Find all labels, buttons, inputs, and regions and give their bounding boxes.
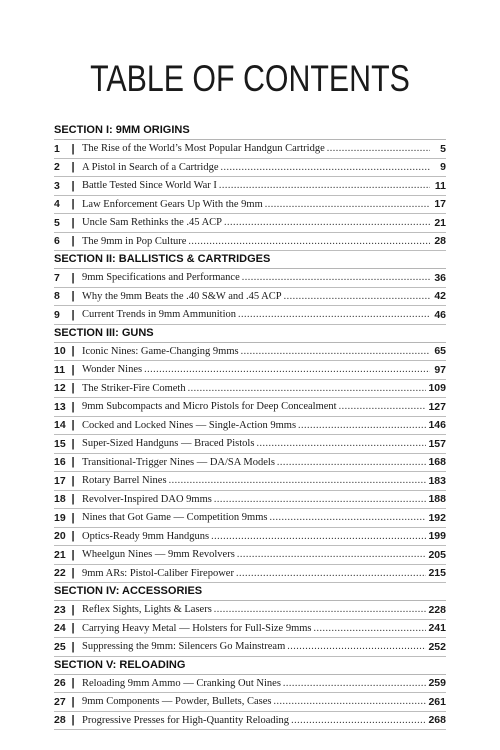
chapter-title: The 9mm in Pop Culture xyxy=(82,235,187,247)
page-number: 5 xyxy=(440,142,446,155)
chapter-title: Cocked and Locked Nines — Single-Action 9mms xyxy=(82,419,297,431)
chapter-title: Revolver-Inspired DAO 9mms xyxy=(82,493,212,505)
page-number: 17 xyxy=(434,198,446,211)
chapter-number: 28 xyxy=(54,714,66,727)
separator-bar: | xyxy=(71,695,75,708)
chapter-number: 13 xyxy=(54,400,66,413)
page-number: 21 xyxy=(434,216,446,229)
toc-entry[interactable] xyxy=(54,380,446,399)
separator-bar: | xyxy=(71,677,75,690)
toc-entry[interactable] xyxy=(54,159,446,178)
dot-leader xyxy=(339,401,427,412)
separator-bar: | xyxy=(71,179,75,192)
dot-leader xyxy=(277,457,427,468)
page-number: 65 xyxy=(434,345,446,358)
chapter-number: 19 xyxy=(54,511,66,524)
separator-bar: | xyxy=(71,530,75,543)
chapter-number: 8 xyxy=(54,290,60,303)
toc-entry[interactable] xyxy=(54,417,446,436)
separator-bar: | xyxy=(71,363,75,376)
toc-entry[interactable] xyxy=(54,140,446,159)
chapter-number: 26 xyxy=(54,677,66,690)
chapter-title: Transitional-Trigger Nines — DA/SA Models xyxy=(82,456,275,468)
chapter-number: 27 xyxy=(54,695,66,708)
dot-leader xyxy=(291,715,426,726)
toc-entry[interactable] xyxy=(54,693,446,712)
page-number: 261 xyxy=(428,695,446,708)
toc-entry[interactable] xyxy=(54,620,446,639)
toc-entry[interactable] xyxy=(54,214,446,233)
chapter-title: Progressive Presses for High-Quantity Reloading xyxy=(82,714,290,726)
dot-leader xyxy=(287,641,426,652)
chapter-title: Nines that Got Game — Competition 9mms xyxy=(82,512,268,524)
chapter-number: 21 xyxy=(54,548,66,561)
chapter-number: 11 xyxy=(54,363,66,376)
page-number: 42 xyxy=(434,290,446,303)
page-number: 205 xyxy=(428,548,446,561)
separator-bar: | xyxy=(71,271,75,284)
chapter-title: Reloading 9mm Ammo — Cranking Out Nines xyxy=(82,677,281,689)
chapter-title: Uncle Sam Rethinks the .45 ACP xyxy=(82,217,222,229)
chapter-number: 17 xyxy=(54,474,66,487)
section-heading: SECTION IV: ACCESSORIES xyxy=(54,583,446,601)
section-heading: SECTION V: RELOADING xyxy=(54,657,446,675)
page-number: 36 xyxy=(434,271,446,284)
chapter-title: Battle Tested Since World War I xyxy=(82,180,217,192)
page-number: 46 xyxy=(434,308,446,321)
toc-entry[interactable] xyxy=(54,509,446,528)
separator-bar: | xyxy=(71,419,75,432)
separator-bar: | xyxy=(71,714,75,727)
toc-entry[interactable] xyxy=(54,269,446,288)
separator-bar: | xyxy=(71,198,75,211)
separator-bar: | xyxy=(71,622,75,635)
toc-entry[interactable] xyxy=(54,601,446,620)
chapter-number: 7 xyxy=(54,271,60,284)
page-number: 268 xyxy=(428,714,446,727)
page-number: 157 xyxy=(428,437,446,450)
toc-entry[interactable] xyxy=(54,491,446,510)
dot-leader xyxy=(236,568,427,579)
page-number: 192 xyxy=(428,511,446,524)
chapter-number: 15 xyxy=(54,437,66,450)
toc-entry[interactable] xyxy=(54,343,446,362)
dot-leader xyxy=(169,475,427,486)
dot-leader xyxy=(298,420,426,431)
dot-leader xyxy=(238,309,430,320)
separator-bar: | xyxy=(71,400,75,413)
dot-leader xyxy=(214,604,427,615)
toc-entry[interactable] xyxy=(54,361,446,380)
chapter-title: Why the 9mm Beats the .40 S&W and .45 ACP xyxy=(82,290,282,302)
dot-leader xyxy=(214,494,427,505)
page-number: 188 xyxy=(428,493,446,506)
separator-bar: | xyxy=(71,493,75,506)
chapter-title: Wheelgun Nines — 9mm Revolvers xyxy=(82,549,235,561)
toc-list xyxy=(54,122,446,730)
dot-leader xyxy=(265,199,430,210)
toc-entry[interactable] xyxy=(54,546,446,565)
dot-leader xyxy=(188,383,427,394)
dot-leader xyxy=(237,549,427,560)
page-number: 11 xyxy=(434,179,446,192)
separator-bar: | xyxy=(71,640,75,653)
toc-entry[interactable] xyxy=(54,398,446,417)
dot-leader xyxy=(188,236,430,247)
toc-entry[interactable] xyxy=(54,288,446,307)
separator-bar: | xyxy=(71,511,75,524)
dot-leader xyxy=(256,438,426,449)
dot-leader xyxy=(273,696,426,707)
dot-leader xyxy=(284,291,430,302)
chapter-title: Iconic Nines: Game-Changing 9mms xyxy=(82,345,239,357)
chapter-title: Wonder Nines xyxy=(82,364,143,376)
chapter-number: 22 xyxy=(54,567,66,580)
chapter-title: Carrying Heavy Metal — Holsters for Full-Size 9mms xyxy=(82,622,312,634)
chapter-number: 25 xyxy=(54,640,66,653)
separator-bar: | xyxy=(71,161,75,174)
chapter-title: 9mm Subcompacts and Micro Pistols for Deep Concealment xyxy=(82,401,337,413)
chapter-title: Suppressing the 9mm: Silencers Go Mainstream xyxy=(82,641,286,653)
chapter-title: The Striker-Fire Cometh xyxy=(82,382,186,394)
chapter-title: A Pistol in Search of a Cartridge xyxy=(82,161,219,173)
page-number: 97 xyxy=(434,363,446,376)
dot-leader xyxy=(242,272,430,283)
page-number: 127 xyxy=(428,400,446,413)
chapter-title: 9mm Specifications and Performance xyxy=(82,272,240,284)
toc-entry[interactable] xyxy=(54,675,446,694)
dot-leader xyxy=(314,623,427,634)
chapter-title: Reflex Sights, Lights & Lasers xyxy=(82,604,212,616)
dot-leader xyxy=(220,162,430,173)
chapter-number: 24 xyxy=(54,622,66,635)
chapter-title: Rotary Barrel Nines xyxy=(82,475,167,487)
separator-bar: | xyxy=(71,345,75,358)
section-heading: SECTION I: 9MM ORIGINS xyxy=(54,122,446,140)
chapter-number: 23 xyxy=(54,603,66,616)
chapter-number: 10 xyxy=(54,345,66,358)
page-number: 9 xyxy=(440,161,446,174)
separator-bar: | xyxy=(71,142,75,155)
dot-leader xyxy=(327,143,430,154)
page-number: 183 xyxy=(428,474,446,487)
chapter-title: 9mm Components — Powder, Bullets, Cases xyxy=(82,696,272,708)
chapter-number: 4 xyxy=(54,198,60,211)
dot-leader xyxy=(241,346,430,357)
chapter-number: 16 xyxy=(54,456,66,469)
chapter-number: 9 xyxy=(54,308,60,321)
separator-bar: | xyxy=(71,308,75,321)
toc-entry[interactable] xyxy=(54,528,446,547)
toc-entry[interactable] xyxy=(54,196,446,215)
chapter-number: 20 xyxy=(54,530,66,543)
chapter-title: Law Enforcement Gears Up With the 9mm xyxy=(82,198,263,210)
separator-bar: | xyxy=(71,437,75,450)
toc-entry[interactable] xyxy=(54,712,446,731)
chapter-number: 1 xyxy=(54,142,60,155)
page-number: 199 xyxy=(428,530,446,543)
chapter-number: 3 xyxy=(54,179,60,192)
chapter-title: Optics-Ready 9mm Handguns xyxy=(82,530,210,542)
separator-bar: | xyxy=(71,382,75,395)
toc-entry[interactable] xyxy=(54,454,446,473)
toc-entry[interactable] xyxy=(54,435,446,454)
chapter-number: 12 xyxy=(54,382,66,395)
page-number: 259 xyxy=(428,677,446,690)
toc-entry[interactable] xyxy=(54,233,446,252)
page-number: 146 xyxy=(428,419,446,432)
separator-bar: | xyxy=(71,567,75,580)
chapter-number: 2 xyxy=(54,161,60,174)
separator-bar: | xyxy=(71,474,75,487)
page-title: TABLE OF CONTENTS xyxy=(90,58,410,99)
section-heading: SECTION II: BALLISTICS & CARTRIDGES xyxy=(54,251,446,269)
dot-leader xyxy=(283,678,427,689)
separator-bar: | xyxy=(71,456,75,469)
section-heading: SECTION III: GUNS xyxy=(54,325,446,343)
separator-bar: | xyxy=(71,548,75,561)
chapter-title: Current Trends in 9mm Ammunition xyxy=(82,309,237,321)
chapter-number: 6 xyxy=(54,235,60,248)
chapter-title: Super-Sized Handguns — Braced Pistols xyxy=(82,438,255,450)
chapter-number: 14 xyxy=(54,419,66,432)
toc-entry[interactable] xyxy=(54,565,446,584)
page-number: 252 xyxy=(428,640,446,653)
toc-entry[interactable] xyxy=(54,306,446,325)
page-number: 228 xyxy=(428,603,446,616)
separator-bar: | xyxy=(71,235,75,248)
chapter-title: The Rise of the World’s Most Popular Handgun Cartridge xyxy=(82,143,325,155)
dot-leader xyxy=(224,217,430,228)
toc-entry[interactable] xyxy=(54,177,446,196)
separator-bar: | xyxy=(71,216,75,229)
page-number: 241 xyxy=(428,622,446,635)
dot-leader xyxy=(144,364,430,375)
dot-leader xyxy=(269,512,426,523)
page-number: 109 xyxy=(428,382,446,395)
chapter-title: 9mm ARs: Pistol-Caliber Firepower xyxy=(82,567,234,579)
chapter-number: 5 xyxy=(54,216,60,229)
page-number: 168 xyxy=(428,456,446,469)
chapter-number: 18 xyxy=(54,493,66,506)
separator-bar: | xyxy=(71,603,75,616)
separator-bar: | xyxy=(71,290,75,303)
dot-leader xyxy=(211,531,426,542)
toc-entry[interactable] xyxy=(54,638,446,657)
page-number: 215 xyxy=(428,567,446,580)
dot-leader xyxy=(219,180,430,191)
toc-entry[interactable] xyxy=(54,472,446,491)
page-number: 28 xyxy=(434,235,446,248)
